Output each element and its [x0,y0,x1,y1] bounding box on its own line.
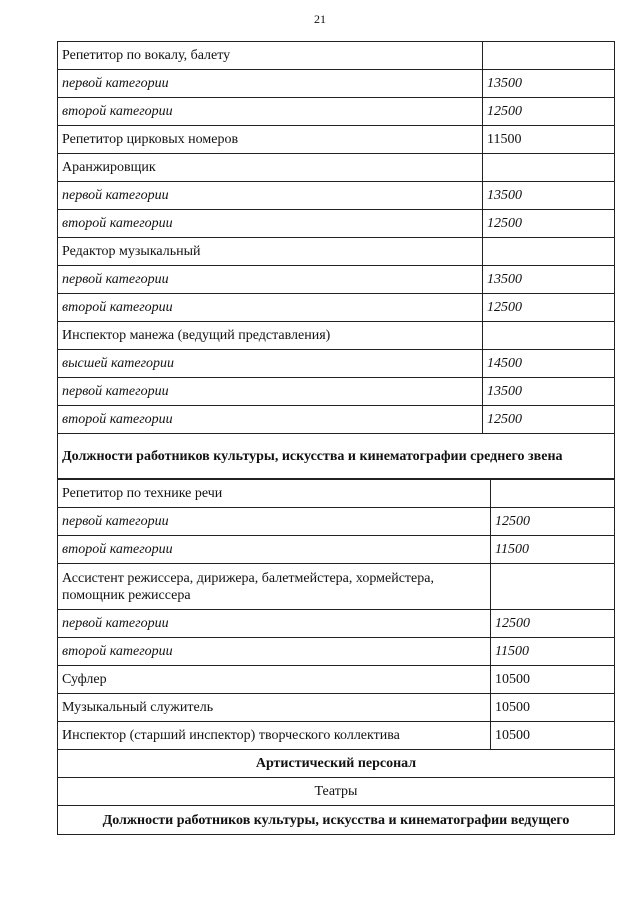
table-row [58,70,615,98]
table-row [58,564,615,610]
salary-value-cell: 11500 [491,536,615,564]
salary-value-cell: 13500 [483,266,615,294]
table-row [58,378,615,406]
section-heading-theatres: Театры [58,778,615,806]
position-name-cell: второй категории [58,294,483,322]
section-heading-artistic: Артистический персонал [58,750,615,778]
salary-value-cell: 10500 [491,722,615,750]
salary-value-cell [483,42,615,70]
salary-value-cell: 12500 [483,98,615,126]
salary-value-cell: 12500 [491,508,615,536]
salary-table [57,41,615,479]
table-row [58,694,615,722]
table-group-b [58,480,615,750]
salary-value-cell: 12500 [483,210,615,238]
table-group-a [58,42,615,434]
table-row [58,536,615,564]
salary-value-cell: 12500 [491,610,615,638]
salary-table-lower [57,479,615,835]
table-row [58,508,615,536]
section-heading-row [58,434,615,479]
position-name-cell: Музыкальный служитель [58,694,491,722]
salary-value-cell: 10500 [491,666,615,694]
position-name-cell: Аранжировщик [58,154,483,182]
position-name-cell: первой категории [58,378,483,406]
salary-value-cell: 12500 [483,406,615,434]
table-row [58,666,615,694]
position-name-cell: второй категории [58,536,491,564]
table-row [58,210,615,238]
salary-value-cell: 12500 [483,294,615,322]
position-name-cell: Инспектор манежа (ведущий представления) [58,322,483,350]
salary-value-cell [483,238,615,266]
table-row [58,638,615,666]
table-row [58,294,615,322]
salary-value-cell: 11500 [483,126,615,154]
table-row [58,182,615,210]
salary-value-cell: 10500 [491,694,615,722]
section-heading-row [58,750,615,778]
position-name-cell: второй категории [58,406,483,434]
table-row [58,238,615,266]
table-row [58,350,615,378]
salary-value-cell [483,154,615,182]
table-section-artistic [58,750,615,835]
position-name-cell: первой категории [58,508,491,536]
position-name-cell: первой категории [58,266,483,294]
table-row [58,480,615,508]
position-name-cell: Ассистент режиссера, дирижера, балетмейстера, хормейстера, помощник режиссера [58,564,491,610]
table-row [58,126,615,154]
salary-value-cell [491,480,615,508]
position-name-cell: Репетитор по технике речи [58,480,491,508]
position-name-cell: Суфлер [58,666,491,694]
salary-value-cell: 13500 [483,70,615,98]
table-row [58,406,615,434]
salary-value-cell [491,564,615,610]
salary-value-cell: 13500 [483,378,615,406]
position-name-cell: Репетитор по вокалу, балету [58,42,483,70]
position-name-cell: второй категории [58,98,483,126]
salary-value-cell [483,322,615,350]
position-name-cell: второй категории [58,210,483,238]
table-row [58,610,615,638]
position-name-cell: первой категории [58,182,483,210]
salary-value-cell: 11500 [491,638,615,666]
position-name-cell: высшей категории [58,350,483,378]
position-name-cell: Инспектор (старший инспектор) творческого коллектива [58,722,491,750]
salary-value-cell: 14500 [483,350,615,378]
position-name-cell: первой категории [58,610,491,638]
table-row [58,154,615,182]
section-heading-middle: Должности работников культуры, искусства и кинематографии среднего звена [58,434,615,479]
position-name-cell: первой категории [58,70,483,98]
table-row [58,722,615,750]
page-number: 21 [314,12,326,26]
position-name-cell: второй категории [58,638,491,666]
position-name-cell: Репетитор цирковых номеров [58,126,483,154]
section-heading-row [58,778,615,806]
section-heading-row [58,806,615,835]
salary-value-cell: 13500 [483,182,615,210]
salary-table-container [57,41,614,835]
position-name-cell: Редактор музыкальный [58,238,483,266]
section-heading-leading: Должности работников культуры, искусства и кинематографии ведущего [58,806,615,835]
table-section-middle [58,434,615,479]
table-row [58,266,615,294]
table-row [58,42,615,70]
table-row [58,98,615,126]
table-row [58,322,615,350]
